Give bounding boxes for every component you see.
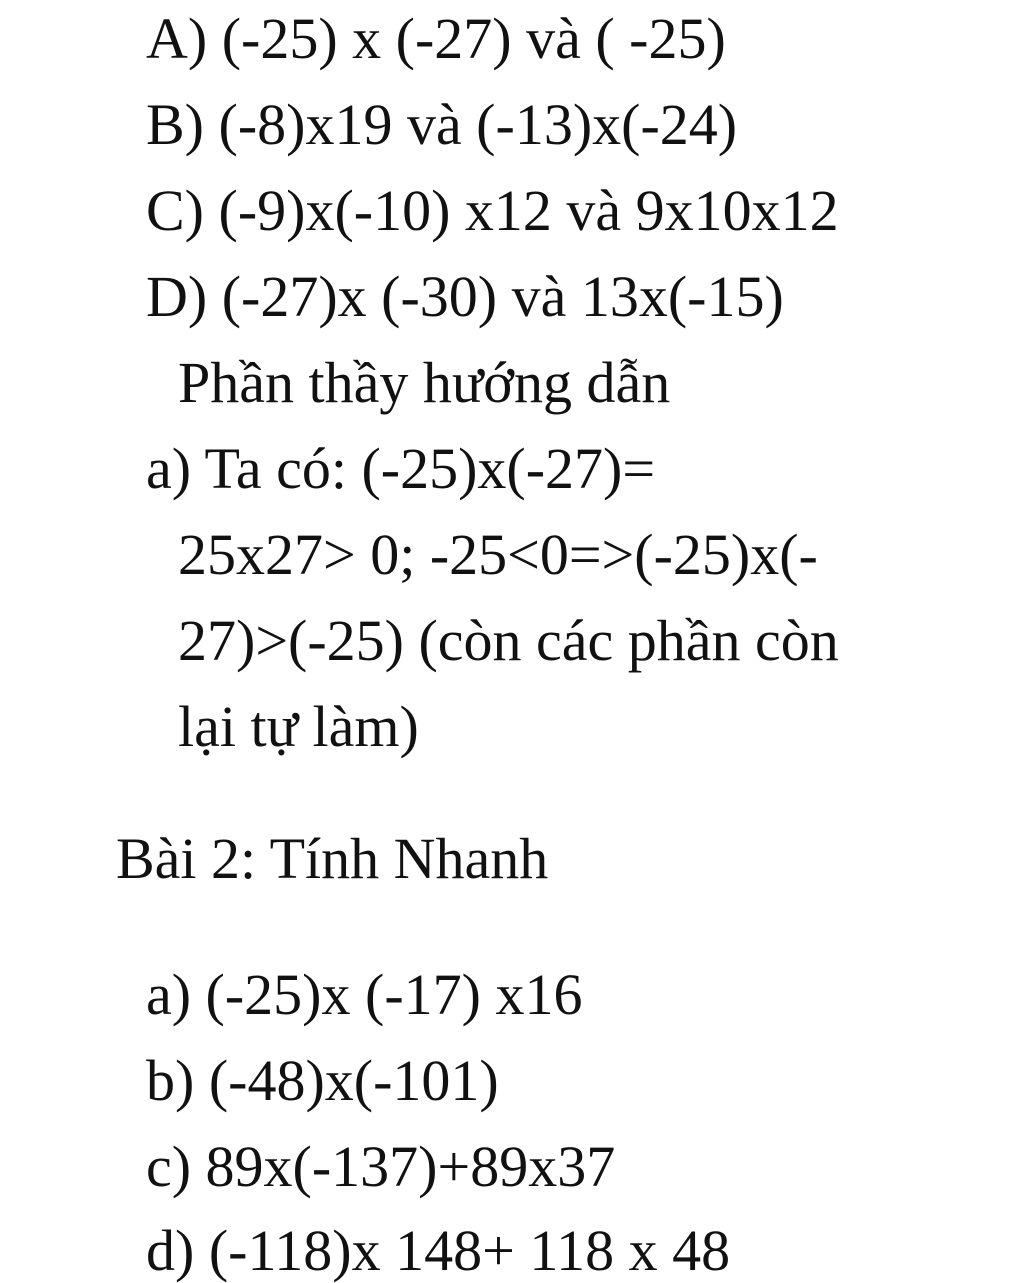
guide-line: 27)>(-25) (còn các phần còn	[178, 608, 839, 673]
guide-line: 25x27> 0; -25<0=>(-25)x(-	[178, 522, 818, 587]
exercise-2-title: Bài 2: Tính Nhanh	[116, 826, 549, 891]
exercise-2-item-c: c) 89x(-137)+89x37	[146, 1134, 616, 1199]
guide-line: lại tự làm)	[178, 694, 419, 759]
option-b: B) (-8)x19 và (-13)x(-24)	[146, 92, 738, 157]
exercise-2-item-d: d) (-118)x 148+ 118 x 48	[146, 1218, 731, 1283]
exercise-2-item-b: b) (-48)x(-101)	[146, 1048, 499, 1113]
guide-heading: Phần thầy hướng dẫn	[178, 350, 671, 415]
option-c: C) (-9)x(-10) x12 và 9x10x12	[146, 178, 839, 243]
exercise-2-item-a: a) (-25)x (-17) x16	[146, 962, 583, 1027]
option-d: D) (-27)x (-30) và 13x(-15)	[146, 264, 784, 329]
guide-line: a) Ta có: (-25)x(-27)=	[146, 436, 656, 501]
option-a: A) (-25) x (-27) và ( -25)	[146, 6, 726, 71]
